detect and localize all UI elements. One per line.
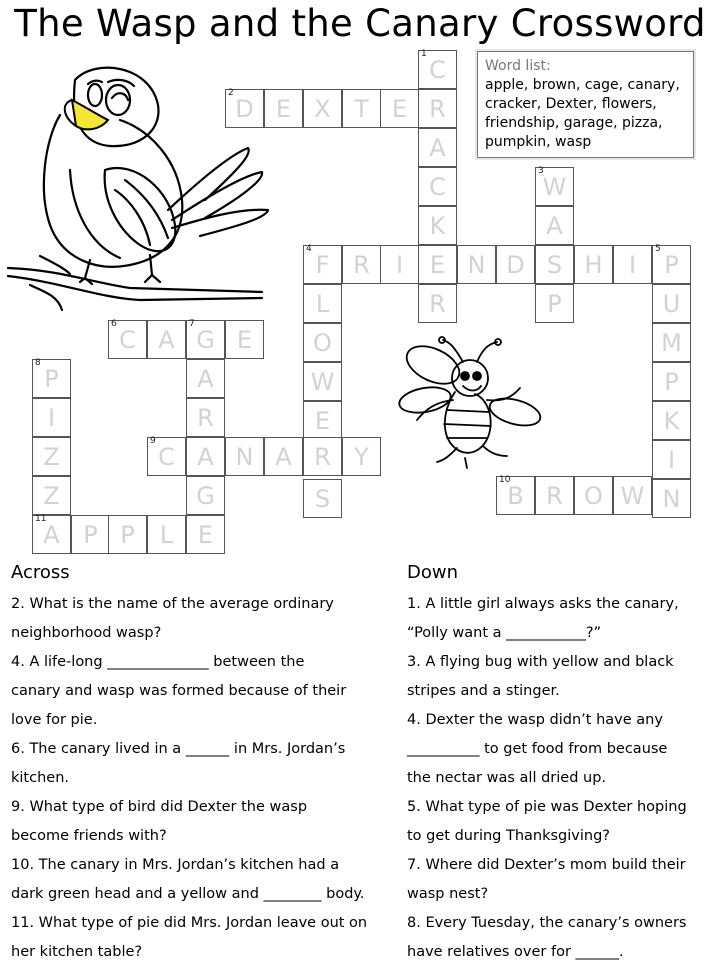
grid-cell[interactable]: R (418, 284, 457, 323)
grid-cell[interactable]: P (32, 359, 71, 398)
grid-cell[interactable]: E (303, 401, 342, 440)
grid-cell[interactable]: Z (32, 476, 71, 515)
grid-cell[interactable]: S (535, 245, 574, 284)
clue-down-5: 5. What type of pie was Dexter hoping to get during Thanksgiving? (407, 799, 687, 844)
grid-cell[interactable]: A (418, 128, 457, 167)
grid-cell[interactable]: P (71, 515, 110, 554)
grid-cell[interactable]: P (535, 284, 574, 323)
grid-cell[interactable]: R (303, 437, 342, 476)
grid-cell[interactable]: B (496, 476, 535, 515)
grid-cell[interactable]: W (303, 362, 342, 401)
grid-cell[interactable]: W (535, 167, 574, 206)
grid-cell[interactable]: I (613, 245, 652, 284)
grid-cell[interactable]: E (418, 245, 457, 284)
clue-number: 11 (35, 514, 47, 524)
grid-cell[interactable]: N (652, 479, 691, 518)
clue-down-4: 4. Dexter the wasp didn’t have any __________ to get food from because the nectar was all dried up. (407, 712, 668, 786)
grid-cell[interactable]: N (457, 245, 496, 284)
clue-down-3: 3. A flying bug with yellow and black stripes and a stinger. (407, 654, 674, 699)
clue-number: 2 (228, 88, 234, 98)
clue-number: 9 (150, 436, 156, 446)
grid-cell[interactable]: A (147, 320, 186, 359)
grid-cell[interactable]: I (652, 440, 691, 479)
grid-cell[interactable]: A (186, 359, 225, 398)
grid-cell[interactable]: R (418, 89, 457, 128)
grid-cell[interactable]: G (186, 320, 225, 359)
grid-cell[interactable]: L (147, 515, 186, 554)
clue-number: 10 (499, 475, 511, 485)
grid-cell[interactable]: K (418, 206, 457, 245)
grid-cell[interactable]: D (225, 89, 264, 128)
grid-cell[interactable]: P (652, 245, 691, 284)
grid-cell[interactable]: C (147, 437, 186, 476)
clue-across-2: 2. What is the name of the average ordinary neighborhood wasp? (11, 596, 334, 641)
clue-number: 3 (538, 166, 544, 176)
clue-number: 7 (189, 319, 195, 329)
grid-cell[interactable]: P (108, 515, 147, 554)
clue-down-1: 1. A little girl always asks the canary, “Polly want a ___________?” (407, 596, 679, 641)
grid-cell[interactable]: E (225, 320, 264, 359)
grid-cell[interactable]: A (535, 206, 574, 245)
page-title: The Wasp and the Canary Crossword (14, 2, 706, 45)
grid-cell[interactable]: T (342, 89, 381, 128)
grid-cell[interactable]: K (652, 401, 691, 440)
grid-cell[interactable]: E (186, 515, 225, 554)
clue-across-4: 4. A life-long ______________ between the canary and wasp was formed because of their love for pie. (11, 654, 347, 728)
grid-cell[interactable]: A (264, 437, 303, 476)
clue-down-8: 8. Every Tuesday, the canary’s owners have relatives over for ______. (407, 915, 687, 960)
grid-cell[interactable]: L (303, 284, 342, 323)
grid-cell[interactable]: N (225, 437, 264, 476)
grid-cell[interactable]: H (574, 245, 613, 284)
word-list-title: Word list: (485, 58, 551, 74)
clue-number: 8 (35, 358, 41, 368)
word-list-box (477, 51, 694, 158)
clue-across-10: 10. The canary in Mrs. Jordan’s kitchen had a dark green head and a yellow and ________ body. (11, 857, 365, 902)
clue-number: 6 (111, 319, 117, 329)
grid-cell[interactable]: F (303, 245, 342, 284)
grid-cell[interactable]: C (108, 320, 147, 359)
grid-cell[interactable]: M (652, 323, 691, 362)
down-heading: Down (407, 562, 459, 583)
grid-cell[interactable]: Y (342, 437, 381, 476)
clue-across-11: 11. What type of pie did Mrs. Jordan leave out on her kitchen table? (11, 915, 368, 960)
clue-number: 5 (655, 244, 661, 254)
clue-down-7: 7. Where did Dexter’s mom build their wasp nest? (407, 857, 686, 902)
grid-cell[interactable]: O (303, 323, 342, 362)
across-clues (11, 560, 391, 967)
clue-across-9: 9. What type of bird did Dexter the wasp become friends with? (11, 799, 308, 844)
grid-cell[interactable]: A (32, 515, 71, 554)
grid-cell[interactable]: R (186, 398, 225, 437)
clue-number: 4 (306, 244, 312, 254)
grid-cell[interactable]: R (535, 476, 574, 515)
clue-number: 1 (421, 49, 427, 59)
grid-cell[interactable]: G (186, 476, 225, 515)
grid-cell[interactable]: E (264, 89, 303, 128)
grid-cell[interactable]: U (652, 284, 691, 323)
across-heading: Across (11, 562, 70, 583)
grid-cell[interactable]: E (380, 89, 419, 128)
grid-cell[interactable]: O (574, 476, 613, 515)
grid-cell[interactable]: Z (32, 437, 71, 476)
grid-cell[interactable]: C (418, 50, 457, 89)
grid-cell[interactable]: I (380, 245, 419, 284)
grid-cell[interactable]: A (186, 437, 225, 476)
grid-cell[interactable]: S (303, 479, 342, 518)
grid-cell[interactable]: D (496, 245, 535, 284)
grid-cell[interactable]: I (32, 398, 71, 437)
grid-cell[interactable]: R (342, 245, 381, 284)
grid-cell[interactable]: W (613, 476, 652, 515)
grid-cell[interactable]: P (652, 362, 691, 401)
grid-cell[interactable]: X (303, 89, 342, 128)
word-list-words: apple, brown, cage, canary, cracker, Dexter, flowers, friendship, garage, pizza, pumpkin, wasp (485, 77, 680, 150)
clue-across-6: 6. The canary lived in a ______ in Mrs. Jordan’s kitchen. (11, 741, 346, 786)
down-clues (407, 560, 712, 967)
grid-cell[interactable]: C (418, 167, 457, 206)
